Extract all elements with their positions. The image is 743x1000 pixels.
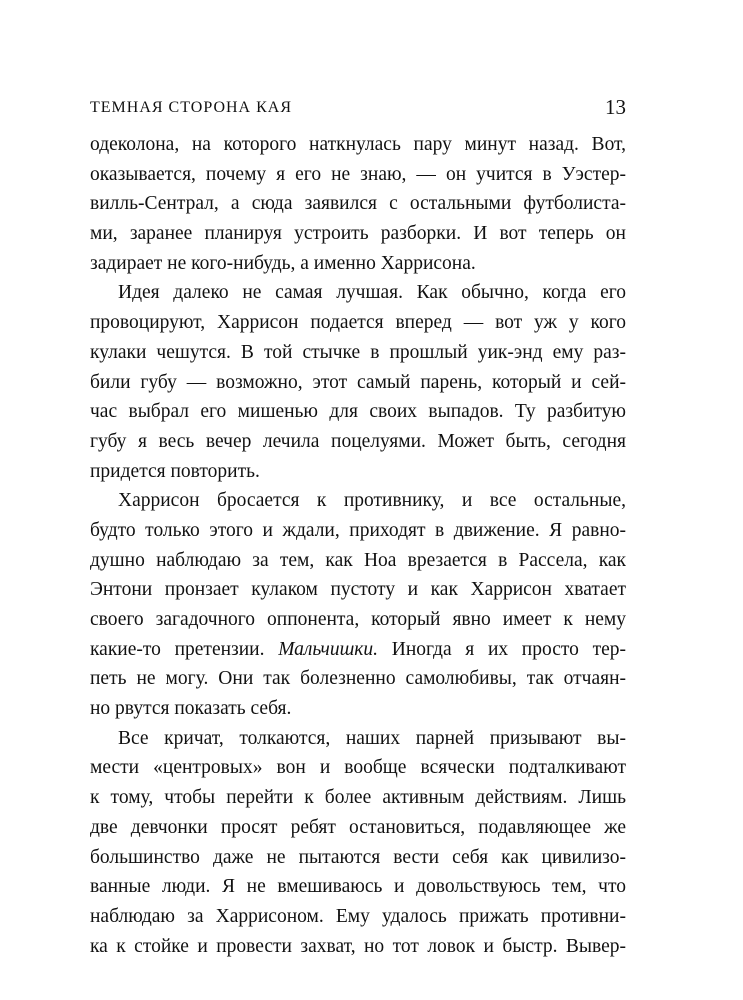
text-line: час выбрал его мишенью для своих выпадов. Ту разбитую: [90, 401, 626, 423]
paragraph: [90, 278, 626, 486]
text-line: но рвутся показать себя.: [90, 698, 292, 720]
page-number: 13: [605, 95, 626, 119]
text-line: будто только этого и ждали, приходят в движение. Я равно-: [90, 519, 626, 541]
text-line: ка к стойке и провести захват, но тот ловок и быстр. Вывер-: [90, 935, 626, 957]
text-line: петь не могу. Они так болезненно самолюбивы, так отчаян-: [90, 668, 626, 690]
text-line: Идея далеко не самая лучшая. Как обычно, когда его: [118, 282, 626, 304]
text-segment: Иногда я их просто тер-: [378, 638, 627, 660]
paragraph: [90, 724, 626, 962]
text-line: ми, заранее планируя устроить разборки. И вот теперь он: [90, 223, 626, 245]
text-line: своего загадочного оппонента, который явно имеет к нему: [90, 609, 626, 630]
text-line: били губу — возможно, этот самый парень, который и сей-: [90, 371, 626, 393]
text-line: душно наблюдаю за тем, как Ноа врезается в Рассела, как: [90, 549, 626, 571]
text-line-mixed: [90, 635, 626, 665]
body-text: [90, 130, 626, 961]
text-line: ванные люди. Я не вмешиваюсь и довольствуюсь тем, что: [90, 876, 626, 898]
text-line: мести «центровых» вон и вообще всячески подталкивают: [90, 757, 626, 779]
running-header: [90, 95, 626, 125]
text-line: задирает не кого-нибудь, а именно Харрисона.: [90, 252, 476, 274]
text-line: провоцируют, Харрисон подается вперед — вот уж у кого: [90, 312, 626, 334]
text-line: придется повторить.: [90, 460, 260, 482]
paragraph: [90, 130, 626, 278]
text-line: вилль-Сентрал, а сюда заявился с остальными футболиста-: [90, 193, 626, 215]
text-line: наблюдаю за Харрисоном. Ему удалось прижать противни-: [90, 905, 626, 927]
running-title: ТЕМНАЯ СТОРОНА КАЯ: [90, 99, 292, 116]
text-line: две девчонки просят ребят остановиться, подавляющее же: [90, 816, 626, 838]
text-line: большинство даже не пытаются вести себя как цивилизо-: [90, 846, 626, 868]
italic-emphasis: Мальчишки.: [278, 638, 379, 660]
text-line: Харрисон бросается к противнику, и все остальные,: [118, 490, 626, 512]
text-line: Все кричат, толкаются, наших парней призывают вы-: [118, 727, 626, 749]
text-line: одеколона, на которого наткнулась пару минут назад. Вот,: [90, 134, 626, 155]
text-line: к тому, чтобы перейти к более активным действиям. Лишь: [90, 787, 626, 809]
paragraph: [90, 486, 626, 724]
text-segment: какие-то претензии.: [90, 638, 265, 660]
text-line: Энтони пронзает кулаком пустоту и как Харрисон хватает: [90, 579, 626, 601]
text-line: кулаки чешутся. В той стычке в прошлый уик-энд ему раз-: [90, 341, 626, 363]
text-line: губу я весь вечер лечила поцелуями. Может быть, сегодня: [90, 430, 626, 452]
text-line: оказывается, почему я его не знаю, — он учится в Уэстер-: [90, 163, 626, 185]
